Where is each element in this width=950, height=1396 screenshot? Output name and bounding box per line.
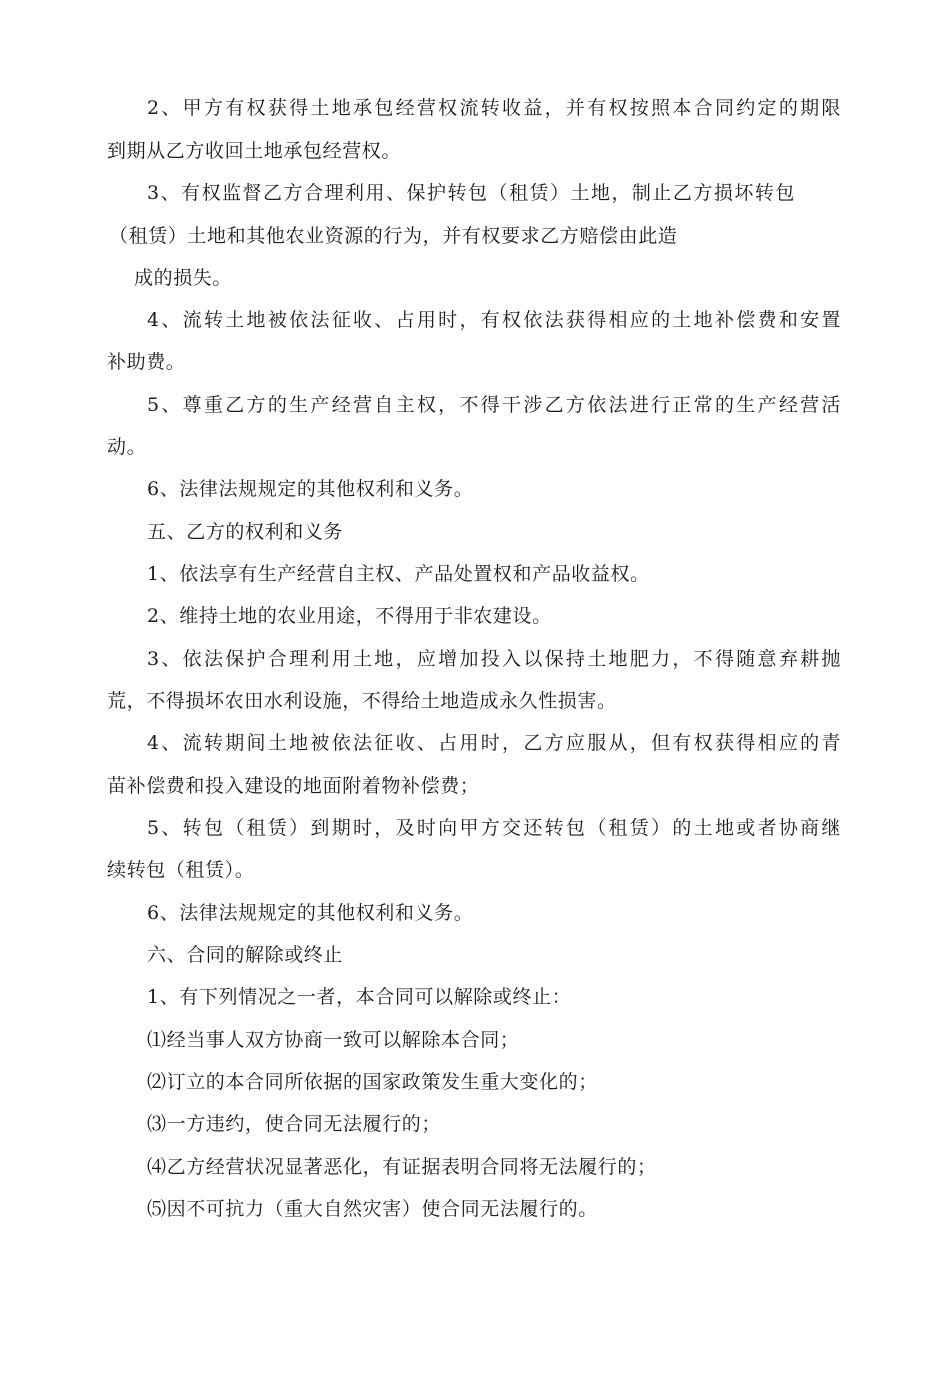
paragraph-line: 2、维持土地的农业用途，不得用于非农建设。 [147, 605, 552, 627]
paragraph-line: 荒，不得损坏农田水利设施，不得给土地造成永久性损害。 [107, 690, 617, 712]
paragraph-line: 成的损失。 [134, 267, 233, 289]
paragraph-line: 续转包（租赁）。 [107, 859, 255, 881]
paragraph-line: 5、尊重乙方的生产经营自主权，不得干涉乙方依法进行正常的生产经营活 [147, 394, 841, 416]
paragraph-line: 2、甲方有权获得土地承包经营权流转收益，并有权按照本合同约定的期限 [147, 97, 841, 119]
paragraph-line: 到期从乙方收回土地承包经营权。 [107, 140, 402, 162]
paragraph-line: 苗补偿费和投入建设的地面附着物补偿费； [107, 775, 480, 797]
list-item: ⑶一方违约，使合同无法履行的； [147, 1113, 442, 1135]
paragraph-line: 5、转包（租赁）到期时，及时向甲方交还转包（租赁）的土地或者协商继 [147, 817, 841, 839]
paragraph-line: 1、依法享有生产经营自主权、产品处置权和产品收益权。 [147, 563, 650, 585]
list-item: ⑸因不可抗力（重大自然灾害）使合同无法履行的。 [147, 1198, 598, 1220]
section-heading: 五、乙方的权利和义务 [147, 521, 344, 543]
paragraph-line: 3、有权监督乙方合理利用、保护转包（租赁）土地，制止乙方损坏转包 [147, 182, 795, 204]
list-item: ⑵订立的本合同所依据的国家政策发生重大变化的； [147, 1071, 598, 1093]
paragraph-line: 6、法律法规规定的其他权利和义务。 [147, 902, 474, 924]
list-item: ⑷乙方经营状况显著恶化，有证据表明合同将无法履行的； [147, 1156, 657, 1178]
paragraph-line: （租赁）土地和其他农业资源的行为，并有权要求乙方赔偿由此造 [109, 225, 678, 247]
paragraph-line: 动。 [107, 436, 147, 458]
paragraph-line: 4、流转土地被依法征收、占用时，有权依法获得相应的土地补偿费和安置 [147, 309, 841, 331]
paragraph-line: 4、流转期间土地被依法征收、占用时，乙方应服从，但有权获得相应的青 [147, 732, 841, 754]
list-item: ⑴经当事人双方协商一致可以解除本合同； [147, 1029, 520, 1051]
section-heading: 六、合同的解除或终止 [147, 944, 344, 966]
paragraph-line: 补助费。 [107, 351, 186, 373]
paragraph-line: 1、有下列情况之一者，本合同可以解除或终止： [147, 986, 572, 1008]
paragraph-line: 6、法律法规规定的其他权利和义务。 [147, 478, 474, 500]
paragraph-line: 3、依法保护合理利用土地，应增加投入以保持土地肥力，不得随意弃耕抛 [147, 648, 841, 670]
